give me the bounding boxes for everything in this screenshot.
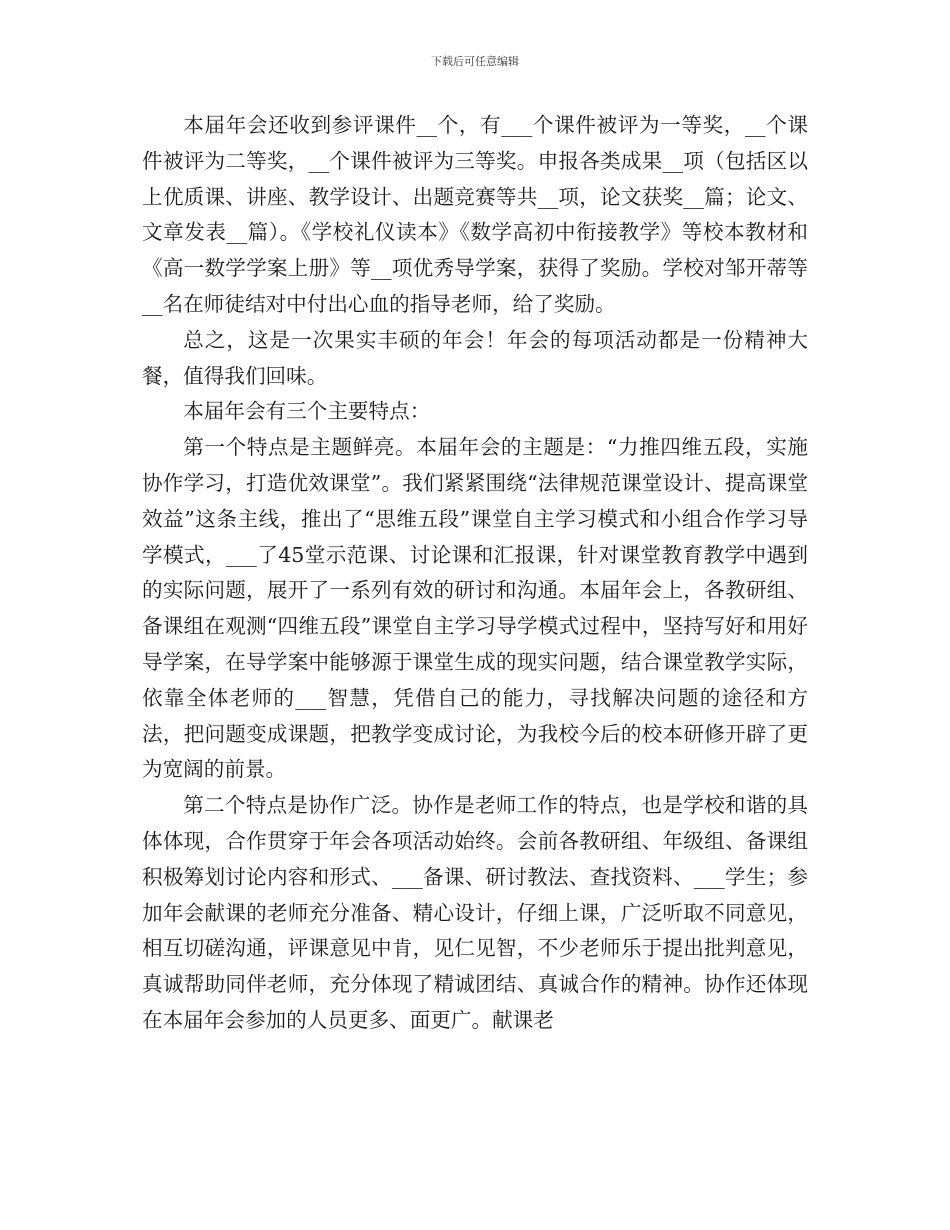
paragraph-summary: 总之，这是一次果实丰硕的年会！年会的每项活动都是一份精神大餐，值得我们回味。 — [142, 327, 808, 388]
paragraph-courseware-awards: 本届年会还收到参评课件__个，有___个课件被评为一等奖，__个课件被评为二等奖，__个课件被评为三等奖。申报各类成果__项（包括区以上优质课、讲座、教学设计、出题竞赛等共__项，论文获奖__篇；论文、文章发表__篇）。《学校礼仪读本》《数学高初中衔接教学》等校本教材和《高一数学学案上册》等__项优秀导学案，获得了奖励。学校对邹开蒂等__名在师徒结对中付出心血的指导老师，给了奖励。 — [142, 113, 808, 316]
paragraph-feature-one: 第一个特点是主题鲜亮。本届年会的主题是：“力推四维五段，实施协作学习，打造优效课堂”。我们紧紧围绕“法律规范课堂设计、提高课堂效益”这条主线，推出了“思维五段”课堂自主学习模式和小组合作学习导学模式，___了45堂示范课、讨论课和汇报课，针对课堂教育教学中遇到的实际问题，展开了一系列有效的研讨和沟通。本届年会上，各教研组、备课组在观测“四维五段”课堂自主学习导学模式过程中，坚持写好和用好导学案，在导学案中能够源于课堂生成的现实问题，结合课堂教学实际，依靠全体老师的___智慧，凭借自己的能力，寻找解决问题的途径和方法，把问题变成课题，把教学变成讨论，为我校今后的校本研修开辟了更为宽阔的前景。 — [142, 435, 808, 782]
paragraph-feature-two: 第二个特点是协作广泛。协作是老师工作的特点，也是学校和谐的具体体现，合作贯穿于年会各项活动始终。会前各教研组、年级组、备课组积极筹划讨论内容和形式、___备课、研讨教法、查找资料、___学生；参加年会献课的老师充分准备、精心设计，仔细上课，广泛听取不同意见，相互切磋沟通，评课意见中肯，见仁见智，不少老师乐于提出批判意见，真诚帮助同伴老师，充分体现了精诚团结、真诚合作的精神。协作还体现在本届年会参加的人员更多、面更广。献课老 — [142, 793, 808, 1032]
page-header: 下载后可任意编辑 — [431, 55, 519, 68]
paragraph-features-intro: 本届年会有三个主要特点： — [183, 399, 431, 424]
document-body — [142, 108, 808, 1039]
